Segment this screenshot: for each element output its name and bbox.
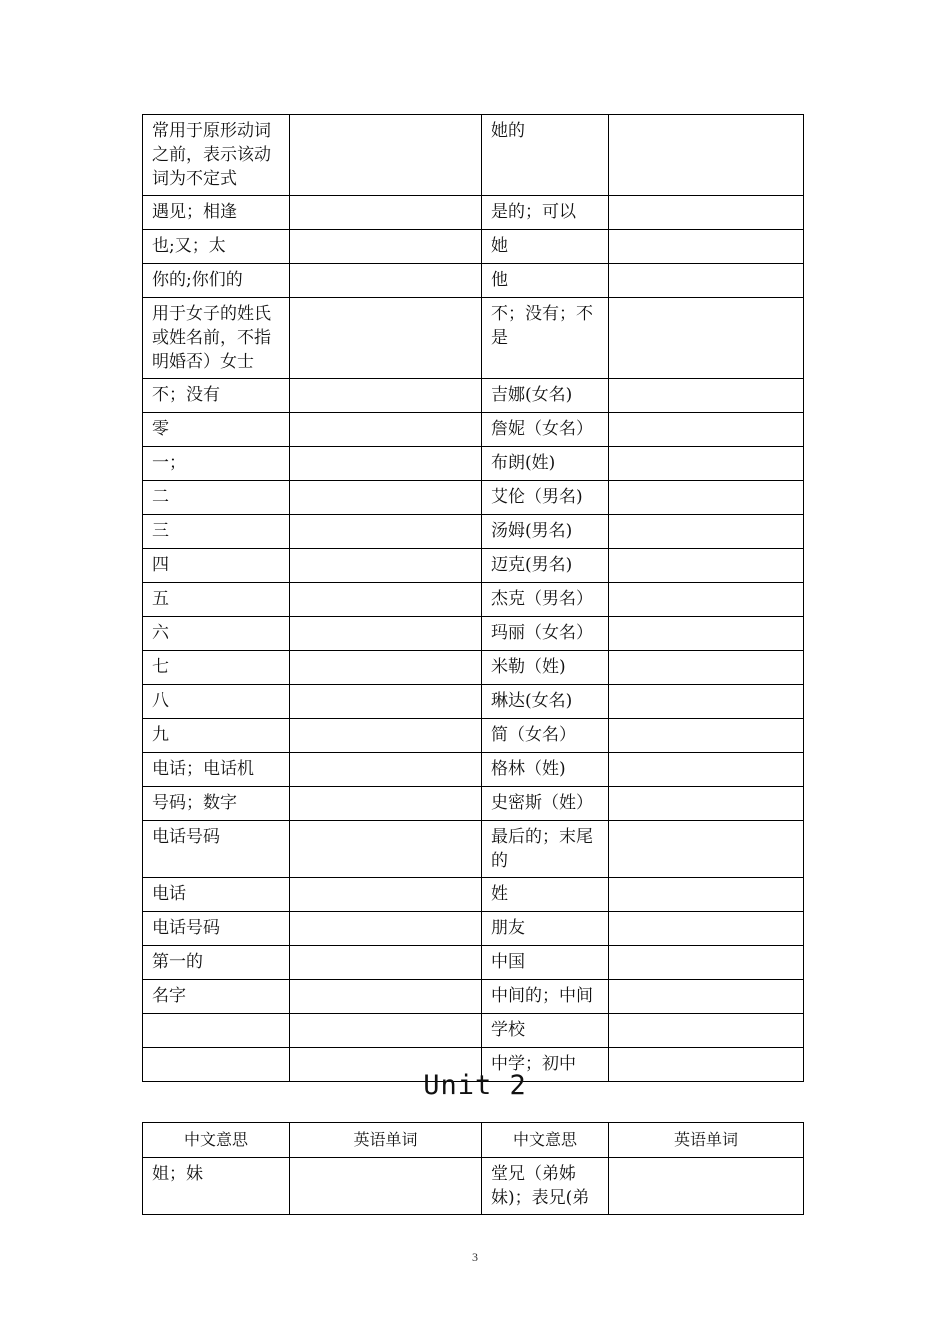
- chinese-meaning-cell: 也;又；太: [143, 230, 290, 264]
- header-english-word: 英语单词: [290, 1123, 482, 1158]
- chinese-meaning-cell: 她的: [482, 115, 609, 196]
- chinese-meaning-cell: 用于女子的姓氏或姓名前，不指明婚否）女士: [143, 298, 290, 379]
- english-word-cell[interactable]: [290, 617, 482, 651]
- table-row: [143, 1158, 804, 1215]
- english-word-cell[interactable]: [290, 912, 482, 946]
- english-word-cell[interactable]: [609, 230, 804, 264]
- table-row: [143, 115, 804, 196]
- english-word-cell[interactable]: [290, 379, 482, 413]
- table-row: [143, 651, 804, 685]
- english-word-cell[interactable]: [290, 787, 482, 821]
- english-word-cell[interactable]: [609, 980, 804, 1014]
- chinese-meaning-cell: 她: [482, 230, 609, 264]
- table-header-row: [143, 1123, 804, 1158]
- english-word-cell[interactable]: [290, 719, 482, 753]
- english-word-cell[interactable]: [290, 980, 482, 1014]
- table-row: [143, 617, 804, 651]
- chinese-meaning-cell: 名字: [143, 980, 290, 1014]
- chinese-meaning-cell: 汤姆(男名): [482, 515, 609, 549]
- chinese-meaning-cell: 他: [482, 264, 609, 298]
- english-word-cell[interactable]: [290, 878, 482, 912]
- chinese-meaning-cell: 玛丽（女名）: [482, 617, 609, 651]
- chinese-meaning-cell: 一；: [143, 447, 290, 481]
- english-word-cell[interactable]: [290, 651, 482, 685]
- english-word-cell[interactable]: [609, 413, 804, 447]
- table-row: [143, 230, 804, 264]
- table-row: [143, 447, 804, 481]
- table-row: [143, 298, 804, 379]
- english-word-cell[interactable]: [609, 515, 804, 549]
- chinese-meaning-cell: 学校: [482, 1014, 609, 1048]
- table-row: [143, 413, 804, 447]
- chinese-meaning-cell: [143, 1014, 290, 1048]
- english-word-cell[interactable]: [290, 753, 482, 787]
- english-word-cell[interactable]: [290, 298, 482, 379]
- english-word-cell[interactable]: [609, 1014, 804, 1048]
- chinese-meaning-cell: 三: [143, 515, 290, 549]
- english-word-cell[interactable]: [290, 115, 482, 196]
- chinese-meaning-cell: 堂兄（弟姊妹)；表兄(弟: [482, 1158, 609, 1215]
- chinese-meaning-cell: 史密斯（姓）: [482, 787, 609, 821]
- english-word-cell[interactable]: [609, 821, 804, 878]
- english-word-cell[interactable]: [609, 719, 804, 753]
- vocabulary-table-unit-2: [142, 1122, 804, 1215]
- table-row: [143, 685, 804, 719]
- header-chinese-meaning: 中文意思: [482, 1123, 609, 1158]
- chinese-meaning-cell: 中学；初中: [482, 1048, 609, 1082]
- chinese-meaning-cell: 电话号码: [143, 912, 290, 946]
- english-word-cell[interactable]: [609, 946, 804, 980]
- chinese-meaning-cell: 中国: [482, 946, 609, 980]
- english-word-cell[interactable]: [609, 196, 804, 230]
- chinese-meaning-cell: 常用于原形动词之前，表示该动词为不定式: [143, 115, 290, 196]
- chinese-meaning-cell: 中间的；中间: [482, 980, 609, 1014]
- english-word-cell[interactable]: [290, 264, 482, 298]
- table-row: [143, 753, 804, 787]
- table-row: [143, 379, 804, 413]
- english-word-cell[interactable]: [609, 115, 804, 196]
- english-word-cell[interactable]: [609, 685, 804, 719]
- chinese-meaning-cell: 零: [143, 413, 290, 447]
- chinese-meaning-cell: 九: [143, 719, 290, 753]
- english-word-cell[interactable]: [290, 515, 482, 549]
- chinese-meaning-cell: 姐；妹: [143, 1158, 290, 1215]
- chinese-meaning-cell: 姓: [482, 878, 609, 912]
- english-word-cell[interactable]: [290, 1014, 482, 1048]
- english-word-cell[interactable]: [609, 617, 804, 651]
- english-word-cell[interactable]: [609, 481, 804, 515]
- vocabulary-table-unit-1: [142, 114, 804, 1082]
- chinese-meaning-cell: 杰克（男名）: [482, 583, 609, 617]
- chinese-meaning-cell: 七: [143, 651, 290, 685]
- chinese-meaning-cell: 米勒（姓): [482, 651, 609, 685]
- chinese-meaning-cell: 电话号码: [143, 821, 290, 878]
- english-word-cell[interactable]: [290, 685, 482, 719]
- english-word-cell[interactable]: [609, 264, 804, 298]
- table-row: [143, 946, 804, 980]
- english-word-cell[interactable]: [290, 583, 482, 617]
- table-row: [143, 549, 804, 583]
- english-word-cell[interactable]: [609, 753, 804, 787]
- chinese-meaning-cell: 是的；可以: [482, 196, 609, 230]
- table-row: [143, 719, 804, 753]
- chinese-meaning-cell: 五: [143, 583, 290, 617]
- chinese-meaning-cell: 格林（姓): [482, 753, 609, 787]
- english-word-cell[interactable]: [609, 447, 804, 481]
- chinese-meaning-cell: 号码；数字: [143, 787, 290, 821]
- table-row: [143, 821, 804, 878]
- english-word-cell[interactable]: [609, 787, 804, 821]
- table-row: [143, 980, 804, 1014]
- english-word-cell[interactable]: [290, 821, 482, 878]
- chinese-meaning-cell: 艾伦（男名): [482, 481, 609, 515]
- chinese-meaning-cell: 四: [143, 549, 290, 583]
- chinese-meaning-cell: 吉娜(女名): [482, 379, 609, 413]
- chinese-meaning-cell: 六: [143, 617, 290, 651]
- english-word-cell[interactable]: [290, 549, 482, 583]
- english-word-cell[interactable]: [290, 1158, 482, 1215]
- chinese-meaning-cell: 琳达(女名): [482, 685, 609, 719]
- chinese-meaning-cell: 不；没有；不是: [482, 298, 609, 379]
- chinese-meaning-cell: 第一的: [143, 946, 290, 980]
- chinese-meaning-cell: 八: [143, 685, 290, 719]
- page-number: 3: [472, 1250, 478, 1264]
- chinese-meaning-cell: 迈克(男名): [482, 549, 609, 583]
- english-word-cell[interactable]: [290, 230, 482, 264]
- table-row: [143, 481, 804, 515]
- english-word-cell[interactable]: [609, 583, 804, 617]
- table-row: [143, 583, 804, 617]
- chinese-meaning-cell: 朋友: [482, 912, 609, 946]
- chinese-meaning-cell: 最后的；末尾的: [482, 821, 609, 878]
- table-row: [143, 196, 804, 230]
- header-chinese-meaning: 中文意思: [143, 1123, 290, 1158]
- chinese-meaning-cell: 电话；电话机: [143, 753, 290, 787]
- english-word-cell[interactable]: [290, 481, 482, 515]
- table-row: [143, 1014, 804, 1048]
- english-word-cell[interactable]: [609, 878, 804, 912]
- english-word-cell[interactable]: [290, 447, 482, 481]
- table-row: [143, 264, 804, 298]
- table-row: [143, 787, 804, 821]
- chinese-meaning-cell: 詹妮（女名）: [482, 413, 609, 447]
- chinese-meaning-cell: 遇见；相逢: [143, 196, 290, 230]
- chinese-meaning-cell: 简（女名）: [482, 719, 609, 753]
- chinese-meaning-cell: 你的;你们的: [143, 264, 290, 298]
- chinese-meaning-cell: 不；没有: [143, 379, 290, 413]
- chinese-meaning-cell: 电话: [143, 878, 290, 912]
- english-word-cell[interactable]: [290, 413, 482, 447]
- english-word-cell[interactable]: [290, 196, 482, 230]
- unit-title: Unit 2: [423, 1070, 527, 1101]
- english-word-cell[interactable]: [290, 946, 482, 980]
- english-word-cell[interactable]: [609, 379, 804, 413]
- chinese-meaning-cell: 二: [143, 481, 290, 515]
- table-row: [143, 515, 804, 549]
- english-word-cell[interactable]: [609, 549, 804, 583]
- english-word-cell[interactable]: [609, 298, 804, 379]
- chinese-meaning-cell: 布朗(姓): [482, 447, 609, 481]
- english-word-cell[interactable]: [609, 1158, 804, 1215]
- english-word-cell[interactable]: [609, 912, 804, 946]
- table-row: [143, 912, 804, 946]
- english-word-cell[interactable]: [609, 651, 804, 685]
- table-row: [143, 878, 804, 912]
- header-english-word: 英语单词: [609, 1123, 804, 1158]
